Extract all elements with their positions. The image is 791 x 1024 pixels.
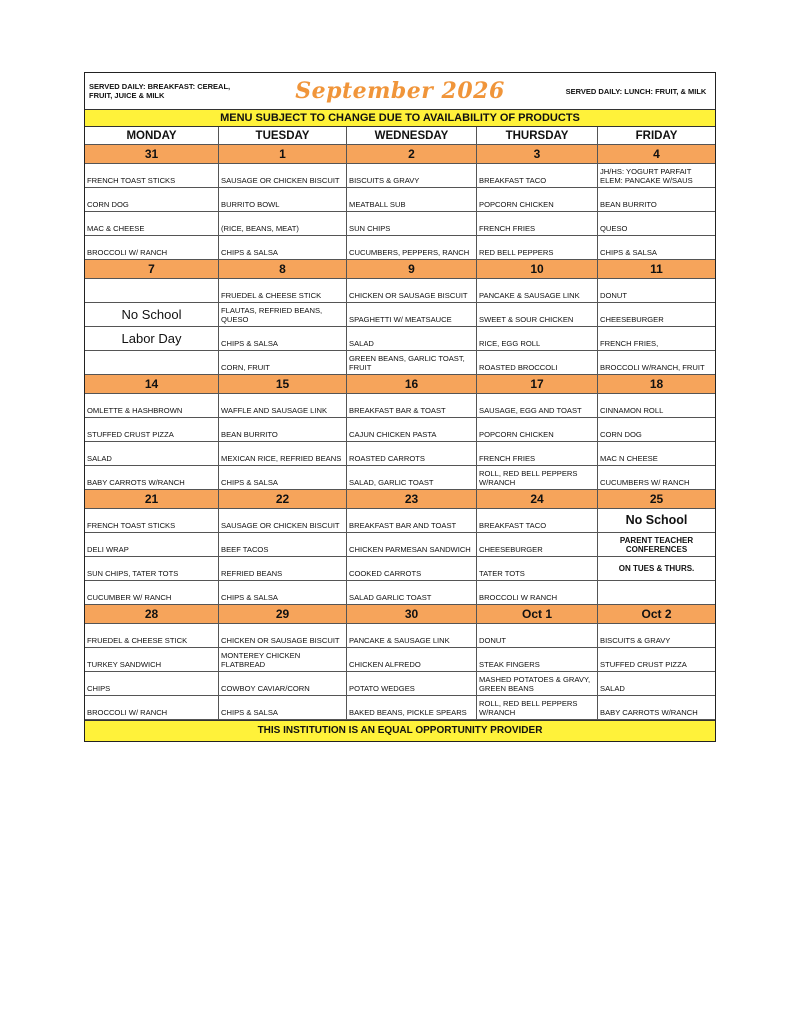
weeks-container bbox=[85, 145, 715, 720]
menu-item-thursday: FRENCH FRIES bbox=[477, 212, 598, 236]
menu-item-monday: CHIPS bbox=[85, 672, 219, 696]
menu-item-monday: TURKEY SANDWICH bbox=[85, 648, 219, 672]
menu-item-tuesday: FLAUTAS, REFRIED BEANS, QUESO bbox=[219, 303, 347, 327]
menu-item-thursday: RED BELL PEPPERS bbox=[477, 236, 598, 260]
menu-item-wednesday: CHICKEN PARMESAN SANDWICH bbox=[347, 533, 477, 557]
menu-item-monday bbox=[85, 279, 219, 303]
menu-item-friday: JH/HS: YOGURT PARFAIT ELEM: PANCAKE W/SAUS bbox=[598, 164, 715, 188]
menu-item-monday bbox=[85, 351, 219, 375]
date-cell-wednesday: 2 bbox=[347, 145, 477, 164]
menu-item-monday: BABY CARROTS W/RANCH bbox=[85, 466, 219, 490]
menu-item-wednesday: CAJUN CHICKEN PASTA bbox=[347, 418, 477, 442]
date-cell-tuesday: 22 bbox=[219, 490, 347, 509]
day-header-monday: MONDAY bbox=[85, 127, 219, 145]
day-headers bbox=[85, 127, 715, 145]
menu-item-thursday: FRENCH FRIES bbox=[477, 442, 598, 466]
menu-item-monday: SUN CHIPS, TATER TOTS bbox=[85, 557, 219, 581]
date-cell-tuesday: 8 bbox=[219, 260, 347, 279]
menu-item-tuesday: MONTEREY CHICKEN FLATBREAD bbox=[219, 648, 347, 672]
date-cell-wednesday: 9 bbox=[347, 260, 477, 279]
equal-opportunity-footer: THIS INSTITUTION IS AN EQUAL OPPORTUNITY PROVIDER bbox=[85, 720, 715, 741]
menu-item-thursday: SWEET & SOUR CHICKEN bbox=[477, 303, 598, 327]
menu-item-thursday: BREAKFAST TACO bbox=[477, 164, 598, 188]
menu-row bbox=[85, 581, 715, 605]
date-cell-wednesday: 30 bbox=[347, 605, 477, 624]
menu-item-thursday: POPCORN CHICKEN bbox=[477, 418, 598, 442]
menu-item-tuesday: CHIPS & SALSA bbox=[219, 696, 347, 720]
menu-item-tuesday: CORN, FRUIT bbox=[219, 351, 347, 375]
date-cell-thursday: Oct 1 bbox=[477, 605, 598, 624]
date-cell-friday: 11 bbox=[598, 260, 715, 279]
menu-item-wednesday: POTATO WEDGES bbox=[347, 672, 477, 696]
menu-item-wednesday: SUN CHIPS bbox=[347, 212, 477, 236]
menu-item-wednesday: SALAD bbox=[347, 327, 477, 351]
menu-header bbox=[85, 73, 715, 110]
menu-row bbox=[85, 394, 715, 418]
date-cell-tuesday: 15 bbox=[219, 375, 347, 394]
menu-item-tuesday: COWBOY CAVIAR/CORN bbox=[219, 672, 347, 696]
menu-item-monday: No School bbox=[85, 303, 219, 327]
menu-item-friday: SALAD bbox=[598, 672, 715, 696]
date-cell-friday: 25 bbox=[598, 490, 715, 509]
menu-item-tuesday: CHIPS & SALSA bbox=[219, 236, 347, 260]
date-cell-thursday: 3 bbox=[477, 145, 598, 164]
day-header-tuesday: TUESDAY bbox=[219, 127, 347, 145]
menu-item-tuesday: CHIPS & SALSA bbox=[219, 466, 347, 490]
day-header-wednesday: WEDNESDAY bbox=[347, 127, 477, 145]
menu-row bbox=[85, 303, 715, 327]
date-cell-monday: 28 bbox=[85, 605, 219, 624]
menu-item-thursday: BROCCOLI W RANCH bbox=[477, 581, 598, 605]
menu-item-friday: CINNAMON ROLL bbox=[598, 394, 715, 418]
date-row bbox=[85, 490, 715, 509]
menu-item-friday: MAC N CHEESE bbox=[598, 442, 715, 466]
menu-item-thursday: TATER TOTS bbox=[477, 557, 598, 581]
menu-item-thursday: ROLL, RED BELL PEPPERS W/RANCH bbox=[477, 696, 598, 720]
menu-row bbox=[85, 164, 715, 188]
date-cell-thursday: 17 bbox=[477, 375, 598, 394]
date-cell-monday: 14 bbox=[85, 375, 219, 394]
menu-row bbox=[85, 696, 715, 720]
menu-item-thursday: ROLL, RED BELL PEPPERS W/RANCH bbox=[477, 466, 598, 490]
breakfast-note: SERVED DAILY: BREAKFAST: CEREAL, FRUIT, JUICE & MILK bbox=[89, 82, 231, 100]
menu-item-monday: OMLETTE & HASHBROWN bbox=[85, 394, 219, 418]
date-row bbox=[85, 605, 715, 624]
menu-item-thursday: SAUSAGE, EGG AND TOAST bbox=[477, 394, 598, 418]
menu-item-monday: BROCCOLI W/ RANCH bbox=[85, 696, 219, 720]
date-cell-thursday: 10 bbox=[477, 260, 598, 279]
date-cell-wednesday: 16 bbox=[347, 375, 477, 394]
menu-item-thursday: POPCORN CHICKEN bbox=[477, 188, 598, 212]
menu-item-monday: FRUEDEL & CHEESE STICK bbox=[85, 624, 219, 648]
menu-item-friday: QUESO bbox=[598, 212, 715, 236]
menu-row bbox=[85, 624, 715, 648]
menu-item-wednesday: MEATBALL SUB bbox=[347, 188, 477, 212]
menu-row bbox=[85, 648, 715, 672]
menu-item-monday: CUCUMBER W/ RANCH bbox=[85, 581, 219, 605]
menu-row bbox=[85, 672, 715, 696]
menu-item-wednesday: CHICKEN OR SAUSAGE BISCUIT bbox=[347, 279, 477, 303]
date-cell-tuesday: 29 bbox=[219, 605, 347, 624]
menu-calendar bbox=[84, 72, 716, 742]
menu-item-thursday: RICE, EGG ROLL bbox=[477, 327, 598, 351]
menu-item-tuesday: CHICKEN OR SAUSAGE BISCUIT bbox=[219, 624, 347, 648]
date-cell-tuesday: 1 bbox=[219, 145, 347, 164]
menu-item-tuesday: CHIPS & SALSA bbox=[219, 327, 347, 351]
date-row bbox=[85, 260, 715, 279]
menu-item-tuesday: CHIPS & SALSA bbox=[219, 581, 347, 605]
menu-item-wednesday: BREAKFAST BAR AND TOAST bbox=[347, 509, 477, 533]
menu-item-tuesday: BEEF TACOS bbox=[219, 533, 347, 557]
menu-item-tuesday: BURRITO BOWL bbox=[219, 188, 347, 212]
menu-item-thursday: MASHED POTATOES & GRAVY, GREEN BEANS bbox=[477, 672, 598, 696]
menu-item-wednesday: BREAKFAST BAR & TOAST bbox=[347, 394, 477, 418]
menu-row bbox=[85, 509, 715, 533]
menu-item-wednesday: SPAGHETTI W/ MEATSAUCE bbox=[347, 303, 477, 327]
menu-item-wednesday: CHICKEN ALFREDO bbox=[347, 648, 477, 672]
menu-item-friday: CORN DOG bbox=[598, 418, 715, 442]
date-cell-friday: Oct 2 bbox=[598, 605, 715, 624]
menu-row bbox=[85, 557, 715, 581]
date-cell-wednesday: 23 bbox=[347, 490, 477, 509]
menu-item-friday: CHIPS & SALSA bbox=[598, 236, 715, 260]
menu-item-monday: BROCCOLI W/ RANCH bbox=[85, 236, 219, 260]
menu-item-monday: Labor Day bbox=[85, 327, 219, 351]
menu-item-friday: CUCUMBERS W/ RANCH bbox=[598, 466, 715, 490]
menu-item-thursday: DONUT bbox=[477, 624, 598, 648]
lunch-note: SERVED DAILY: LUNCH: FRUIT, & MILK bbox=[565, 86, 707, 96]
menu-item-monday: MAC & CHEESE bbox=[85, 212, 219, 236]
menu-item-friday: BROCCOLI W/RANCH, FRUIT bbox=[598, 351, 715, 375]
menu-item-monday: FRENCH TOAST STICKS bbox=[85, 164, 219, 188]
menu-item-friday bbox=[598, 581, 715, 605]
menu-item-wednesday: BISCUITS & GRAVY bbox=[347, 164, 477, 188]
date-row bbox=[85, 145, 715, 164]
menu-item-thursday: BREAKFAST TACO bbox=[477, 509, 598, 533]
menu-item-friday: STUFFED CRUST PIZZA bbox=[598, 648, 715, 672]
menu-item-monday: FRENCH TOAST STICKS bbox=[85, 509, 219, 533]
menu-row bbox=[85, 236, 715, 260]
menu-item-wednesday: ROASTED CARROTS bbox=[347, 442, 477, 466]
menu-row bbox=[85, 212, 715, 236]
menu-item-tuesday: SAUSAGE OR CHICKEN BISCUIT bbox=[219, 164, 347, 188]
menu-row bbox=[85, 466, 715, 490]
date-cell-monday: 21 bbox=[85, 490, 219, 509]
menu-item-friday: BEAN BURRITO bbox=[598, 188, 715, 212]
menu-item-friday: PARENT TEACHER CONFERENCES bbox=[598, 533, 715, 557]
date-cell-thursday: 24 bbox=[477, 490, 598, 509]
day-header-friday: FRIDAY bbox=[598, 127, 715, 145]
menu-item-friday: ON TUES & THURS. bbox=[598, 557, 715, 581]
menu-item-tuesday: FRUEDEL & CHEESE STICK bbox=[219, 279, 347, 303]
menu-item-wednesday: COOKED CARROTS bbox=[347, 557, 477, 581]
menu-item-thursday: ROASTED BROCCOLI bbox=[477, 351, 598, 375]
menu-item-friday: No School bbox=[598, 509, 715, 533]
availability-notice: MENU SUBJECT TO CHANGE DUE TO AVAILABILITY OF PRODUCTS bbox=[85, 110, 715, 127]
date-cell-monday: 7 bbox=[85, 260, 219, 279]
menu-row bbox=[85, 418, 715, 442]
menu-item-wednesday: SALAD, GARLIC TOAST bbox=[347, 466, 477, 490]
date-cell-friday: 4 bbox=[598, 145, 715, 164]
date-cell-friday: 18 bbox=[598, 375, 715, 394]
date-row bbox=[85, 375, 715, 394]
menu-row bbox=[85, 533, 715, 557]
menu-item-wednesday: CUCUMBERS, PEPPERS, RANCH bbox=[347, 236, 477, 260]
menu-item-thursday: PANCAKE & SAUSAGE LINK bbox=[477, 279, 598, 303]
menu-item-wednesday: SALAD GARLIC TOAST bbox=[347, 581, 477, 605]
date-cell-monday: 31 bbox=[85, 145, 219, 164]
menu-item-monday: DELI WRAP bbox=[85, 533, 219, 557]
page-title: September 2026 bbox=[295, 78, 505, 104]
menu-item-wednesday: PANCAKE & SAUSAGE LINK bbox=[347, 624, 477, 648]
menu-item-friday: FRENCH FRIES, bbox=[598, 327, 715, 351]
menu-item-tuesday: MEXICAN RICE, REFRIED BEANS bbox=[219, 442, 347, 466]
day-header-thursday: THURSDAY bbox=[477, 127, 598, 145]
menu-item-friday: DONUT bbox=[598, 279, 715, 303]
menu-item-tuesday: REFRIED BEANS bbox=[219, 557, 347, 581]
menu-item-monday: SALAD bbox=[85, 442, 219, 466]
menu-row bbox=[85, 351, 715, 375]
menu-row bbox=[85, 279, 715, 303]
menu-row bbox=[85, 327, 715, 351]
menu-item-thursday: CHEESEBURGER bbox=[477, 533, 598, 557]
menu-item-tuesday: WAFFLE AND SAUSAGE LINK bbox=[219, 394, 347, 418]
menu-item-friday: CHEESEBURGER bbox=[598, 303, 715, 327]
menu-item-friday: BISCUITS & GRAVY bbox=[598, 624, 715, 648]
menu-item-tuesday: SAUSAGE OR CHICKEN BISCUIT bbox=[219, 509, 347, 533]
menu-item-thursday: STEAK FINGERS bbox=[477, 648, 598, 672]
menu-item-monday: CORN DOG bbox=[85, 188, 219, 212]
menu-item-wednesday: BAKED BEANS, PICKLE SPEARS bbox=[347, 696, 477, 720]
menu-item-monday: STUFFED CRUST PIZZA bbox=[85, 418, 219, 442]
menu-item-wednesday: GREEN BEANS, GARLIC TOAST, FRUIT bbox=[347, 351, 477, 375]
menu-item-friday: BABY CARROTS W/RANCH bbox=[598, 696, 715, 720]
menu-item-tuesday: (RICE, BEANS, MEAT) bbox=[219, 212, 347, 236]
menu-row bbox=[85, 442, 715, 466]
menu-item-tuesday: BEAN BURRITO bbox=[219, 418, 347, 442]
menu-row bbox=[85, 188, 715, 212]
